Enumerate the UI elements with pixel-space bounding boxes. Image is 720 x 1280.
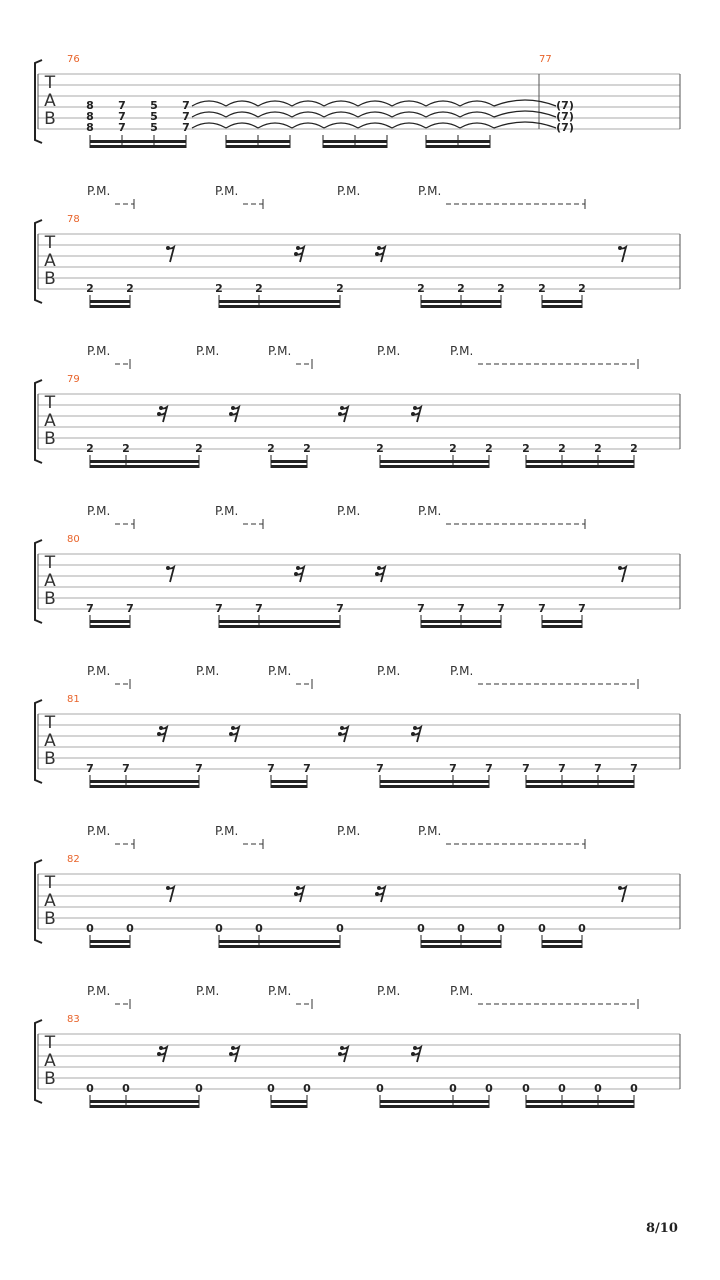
rest-dot xyxy=(229,732,233,736)
fret-number: 0 xyxy=(457,922,465,935)
rest-dot xyxy=(231,726,235,730)
beam xyxy=(542,945,582,948)
rest-dot xyxy=(159,406,163,410)
palm-mute-label: P.M. xyxy=(337,824,361,838)
beam xyxy=(219,625,340,628)
rest-dot xyxy=(618,886,622,890)
tie-arc xyxy=(494,111,556,117)
rest-dot xyxy=(166,566,170,570)
fret-number: 0 xyxy=(215,922,223,935)
beam xyxy=(526,1100,634,1103)
tie-arc xyxy=(392,101,426,106)
tab-clef-letter: B xyxy=(44,909,56,929)
rest-dot xyxy=(166,246,170,250)
beam xyxy=(526,1105,634,1108)
system-79 xyxy=(35,344,680,468)
fret-number: 7 xyxy=(449,762,457,775)
fret-number: 0 xyxy=(126,922,134,935)
fret-number: 7 xyxy=(118,121,126,134)
palm-mute-label: P.M. xyxy=(87,664,111,678)
fret-number: 7 xyxy=(497,602,505,615)
tab-clef-letter: B xyxy=(44,1069,56,1089)
fret-number: 7 xyxy=(195,762,203,775)
beam xyxy=(380,460,489,463)
palm-mute-label: P.M. xyxy=(268,984,292,998)
palm-mute-label: P.M. xyxy=(196,664,220,678)
tie-arc xyxy=(460,123,494,128)
fret-number: 0 xyxy=(303,1082,311,1095)
fret-number: 2 xyxy=(485,442,493,455)
tie-arc xyxy=(324,123,358,128)
fret-number: 2 xyxy=(449,442,457,455)
rest-dot xyxy=(340,406,344,410)
rest-dot xyxy=(411,1052,415,1056)
fret-number: 2 xyxy=(630,442,638,455)
palm-mute-label: P.M. xyxy=(196,984,220,998)
beam xyxy=(542,625,582,628)
fret-number: 7 xyxy=(182,121,190,134)
fret-number: 0 xyxy=(417,922,425,935)
palm-mute-label: P.M. xyxy=(450,344,474,358)
beam xyxy=(421,940,501,943)
tab-clef-letter: T xyxy=(44,1033,56,1053)
tie-arc xyxy=(426,101,460,106)
beam xyxy=(90,945,130,948)
fret-number: 7 xyxy=(126,602,134,615)
tie-arc xyxy=(292,101,324,106)
tie-arc xyxy=(426,123,460,128)
palm-mute-label: P.M. xyxy=(196,344,220,358)
fret-number: 0 xyxy=(522,1082,530,1095)
fret-number: 7 xyxy=(376,762,384,775)
fret-number: 7 xyxy=(255,602,263,615)
tab-clef-letter: T xyxy=(44,873,56,893)
fret-number: 7 xyxy=(485,762,493,775)
beam xyxy=(90,305,130,308)
palm-mute-label: P.M. xyxy=(87,184,111,198)
measure-number: 81 xyxy=(67,694,80,705)
fret-number: 0 xyxy=(195,1082,203,1095)
fret-number: 7 xyxy=(578,602,586,615)
rest-dot xyxy=(618,246,622,250)
fret-number: 7 xyxy=(122,762,130,775)
tie-arc xyxy=(358,112,392,117)
palm-mute-label: P.M. xyxy=(268,344,292,358)
fret-number: 0 xyxy=(538,922,546,935)
fret-number: 0 xyxy=(578,922,586,935)
palm-mute-label: P.M. xyxy=(377,344,401,358)
rest-dot xyxy=(375,572,379,576)
fret-number: 7 xyxy=(118,99,126,112)
rest-dot xyxy=(338,732,342,736)
palm-mute-label: P.M. xyxy=(87,984,111,998)
fret-number: 8 xyxy=(86,110,94,123)
fret-number: 7 xyxy=(215,602,223,615)
palm-mute-label: P.M. xyxy=(450,984,474,998)
tab-clef-letter: B xyxy=(44,109,56,129)
fret-number: 0 xyxy=(630,1082,638,1095)
fret-number: 2 xyxy=(594,442,602,455)
fret-number: 2 xyxy=(417,282,425,295)
beam xyxy=(380,1105,489,1108)
rest-dot xyxy=(159,1046,163,1050)
fret-number: 7 xyxy=(594,762,602,775)
fret-number: 0 xyxy=(485,1082,493,1095)
palm-mute-label: P.M. xyxy=(215,504,239,518)
rest-dot xyxy=(340,726,344,730)
rest-dot xyxy=(157,732,161,736)
tab-clef-letter: T xyxy=(44,73,56,93)
fret-number: 2 xyxy=(538,282,546,295)
rest-dot xyxy=(618,566,622,570)
measure-number: 80 xyxy=(67,534,80,545)
beam xyxy=(90,620,130,623)
measure-number: 82 xyxy=(67,854,80,865)
beam xyxy=(271,1105,307,1108)
beam xyxy=(542,305,582,308)
rest-dot xyxy=(231,406,235,410)
rest-dot xyxy=(413,1046,417,1050)
palm-mute-label: P.M. xyxy=(418,824,442,838)
rest-dot xyxy=(377,886,381,890)
fret-number: 2 xyxy=(303,442,311,455)
tab-clef-letter: T xyxy=(44,233,56,253)
rest-dot xyxy=(413,406,417,410)
beam xyxy=(226,145,290,148)
fret-number: 2 xyxy=(195,442,203,455)
staff-group xyxy=(35,60,680,143)
fret-number: 7 xyxy=(630,762,638,775)
measure-number: 76 xyxy=(67,54,80,65)
fret-number: 2 xyxy=(497,282,505,295)
tab-clef-letter: A xyxy=(44,1051,56,1071)
beam xyxy=(219,305,340,308)
fret-number: 7 xyxy=(417,602,425,615)
beam xyxy=(421,305,501,308)
fret-number: 0 xyxy=(376,1082,384,1095)
beam xyxy=(271,780,307,783)
fret-number: 0 xyxy=(86,922,94,935)
measure-number: 78 xyxy=(67,214,80,225)
tie-arc xyxy=(258,123,292,128)
fret-number: 2 xyxy=(336,282,344,295)
tied-notes xyxy=(556,99,574,134)
palm-mute-label: P.M. xyxy=(215,824,239,838)
tie-arc xyxy=(324,101,358,106)
beam xyxy=(219,940,340,943)
rest-dot xyxy=(411,412,415,416)
tab-clef-letter: B xyxy=(44,269,56,289)
fret-number: 0 xyxy=(86,1082,94,1095)
tie-arc xyxy=(358,101,392,106)
system-83 xyxy=(35,984,680,1108)
tie-arc xyxy=(192,101,226,106)
fret-number: 0 xyxy=(122,1082,130,1095)
tab-clef-letter: B xyxy=(44,589,56,609)
palm-mute-label: P.M. xyxy=(268,664,292,678)
fret-number: 5 xyxy=(150,99,158,112)
beam xyxy=(323,145,387,148)
rest-dot xyxy=(296,246,300,250)
tie-arc xyxy=(392,112,426,117)
beams xyxy=(90,135,490,148)
tied-fret-number: (7) xyxy=(556,99,574,112)
fret-number: 0 xyxy=(267,1082,275,1095)
rest-dot xyxy=(375,252,379,256)
fret-number: 0 xyxy=(336,922,344,935)
tie-arc xyxy=(226,101,258,106)
palm-mute-label: P.M. xyxy=(87,504,111,518)
beam xyxy=(219,945,340,948)
beam xyxy=(271,785,307,788)
palm-mute-label: P.M. xyxy=(377,664,401,678)
fret-number: 2 xyxy=(558,442,566,455)
fret-number: 7 xyxy=(457,602,465,615)
fret-number: 7 xyxy=(86,602,94,615)
fret-number: 7 xyxy=(522,762,530,775)
tie-arc xyxy=(292,123,324,128)
rest-dot xyxy=(296,566,300,570)
measure-number: 77 xyxy=(539,54,552,65)
tie-arc xyxy=(494,100,556,106)
beam xyxy=(90,625,130,628)
fret-number: 2 xyxy=(86,442,94,455)
beam xyxy=(380,465,489,468)
rest-dot xyxy=(375,892,379,896)
beam xyxy=(271,460,307,463)
palm-mute-label: P.M. xyxy=(215,184,239,198)
beam xyxy=(90,300,130,303)
tab-clef-letter: A xyxy=(44,411,56,431)
fret-number: 0 xyxy=(255,922,263,935)
rest-dot xyxy=(294,892,298,896)
beam xyxy=(426,140,490,143)
fret-number: 7 xyxy=(118,110,126,123)
system-78 xyxy=(35,184,680,308)
tab-clef-letter: T xyxy=(44,393,56,413)
palm-mute-label: P.M. xyxy=(87,344,111,358)
systems xyxy=(35,184,680,1108)
beam xyxy=(90,140,186,143)
beam xyxy=(323,140,387,143)
beam xyxy=(271,465,307,468)
tab-clef-letter: T xyxy=(44,713,56,733)
fret-number: 2 xyxy=(457,282,465,295)
tie-arc xyxy=(226,112,258,117)
rest-dot xyxy=(296,886,300,890)
rest-dot xyxy=(157,412,161,416)
tie-arc xyxy=(192,123,226,128)
rest-dot xyxy=(338,1052,342,1056)
rest-dot xyxy=(294,572,298,576)
fret-number: 0 xyxy=(497,922,505,935)
tie-arcs xyxy=(192,100,556,128)
fret-number: 0 xyxy=(449,1082,457,1095)
tie-arc xyxy=(226,123,258,128)
beam xyxy=(421,625,501,628)
fret-number: 5 xyxy=(150,121,158,134)
beam xyxy=(526,460,634,463)
tie-arc xyxy=(358,123,392,128)
tie-arc xyxy=(258,101,292,106)
palm-mute-label: P.M. xyxy=(337,184,361,198)
tab-clef-letter: A xyxy=(44,251,56,271)
beam xyxy=(421,620,501,623)
tab-clef-letter: A xyxy=(44,891,56,911)
fret-number: 8 xyxy=(86,121,94,134)
beam xyxy=(542,300,582,303)
fret-number: 5 xyxy=(150,110,158,123)
beam xyxy=(90,1105,199,1108)
rest-dot xyxy=(166,886,170,890)
fret-number: 2 xyxy=(578,282,586,295)
beam xyxy=(426,145,490,148)
palm-mute-label: P.M. xyxy=(418,184,442,198)
palm-mute-label: P.M. xyxy=(450,664,474,678)
fret-number: 7 xyxy=(303,762,311,775)
tie-arc xyxy=(392,123,426,128)
fret-number: 7 xyxy=(538,602,546,615)
tie-arc xyxy=(460,112,494,117)
beam xyxy=(421,945,501,948)
rest-dot xyxy=(340,1046,344,1050)
beam xyxy=(90,940,130,943)
beam xyxy=(542,940,582,943)
beam xyxy=(526,780,634,783)
system-76 xyxy=(35,54,680,148)
measure-number: 83 xyxy=(67,1014,80,1025)
beam xyxy=(90,780,199,783)
beam xyxy=(526,465,634,468)
tab-clef-letter: A xyxy=(44,571,56,591)
system-80 xyxy=(35,504,680,628)
fret-number: 7 xyxy=(182,110,190,123)
rest-dot xyxy=(413,726,417,730)
rest-dot xyxy=(411,732,415,736)
tab-clef-letter: A xyxy=(44,91,56,111)
fret-number: 7 xyxy=(86,762,94,775)
fret-number: 2 xyxy=(267,442,275,455)
tie-arc xyxy=(192,112,226,117)
fret-number: 2 xyxy=(522,442,530,455)
tab-clef-letter: T xyxy=(44,553,56,573)
rest-dot xyxy=(229,412,233,416)
tab-clef-letter: B xyxy=(44,749,56,769)
tie-arc xyxy=(258,112,292,117)
tab-clef-letter: A xyxy=(44,731,56,751)
beam xyxy=(90,465,199,468)
fret-number: 8 xyxy=(86,99,94,112)
tied-fret-number: (7) xyxy=(556,110,574,123)
rest-dot xyxy=(338,412,342,416)
rest-dot xyxy=(377,246,381,250)
beam xyxy=(90,460,199,463)
beam xyxy=(90,785,199,788)
fret-number: 2 xyxy=(376,442,384,455)
palm-mute-label: P.M. xyxy=(418,504,442,518)
beam xyxy=(219,300,340,303)
rest-dot xyxy=(159,726,163,730)
beam xyxy=(380,1100,489,1103)
rest-dot xyxy=(377,566,381,570)
tie-arc xyxy=(460,101,494,106)
fret-number: 7 xyxy=(267,762,275,775)
measure-number: 79 xyxy=(67,374,80,385)
fret-number: 2 xyxy=(255,282,263,295)
beam xyxy=(226,140,290,143)
fret-number: 7 xyxy=(182,99,190,112)
fret-number: 0 xyxy=(594,1082,602,1095)
beam xyxy=(421,300,501,303)
fret-number: 2 xyxy=(215,282,223,295)
system-82 xyxy=(35,824,680,948)
tie-arc xyxy=(426,112,460,117)
rest-dot xyxy=(157,1052,161,1056)
system-81 xyxy=(35,664,680,788)
beam xyxy=(380,780,489,783)
tie-arc xyxy=(324,112,358,117)
beam xyxy=(271,1100,307,1103)
beam xyxy=(380,785,489,788)
palm-mute-label: P.M. xyxy=(337,504,361,518)
beam xyxy=(526,785,634,788)
beam xyxy=(90,1100,199,1103)
fret-number: 0 xyxy=(558,1082,566,1095)
tied-fret-number: (7) xyxy=(556,121,574,134)
fret-number: 7 xyxy=(558,762,566,775)
rest-dot xyxy=(294,252,298,256)
tie-arc xyxy=(292,112,324,117)
fret-number: 2 xyxy=(126,282,134,295)
rest-dot xyxy=(229,1052,233,1056)
palm-mute-label: P.M. xyxy=(377,984,401,998)
tie-arc xyxy=(494,122,556,128)
beam xyxy=(542,620,582,623)
fret-number: 2 xyxy=(86,282,94,295)
palm-mute-label: P.M. xyxy=(87,824,111,838)
rest-dot xyxy=(231,1046,235,1050)
beam xyxy=(90,145,186,148)
tab-clef-letter: B xyxy=(44,429,56,449)
fret-number: 2 xyxy=(122,442,130,455)
beam xyxy=(219,620,340,623)
fret-number: 7 xyxy=(336,602,344,615)
page-number: 8/10 xyxy=(646,1221,678,1236)
